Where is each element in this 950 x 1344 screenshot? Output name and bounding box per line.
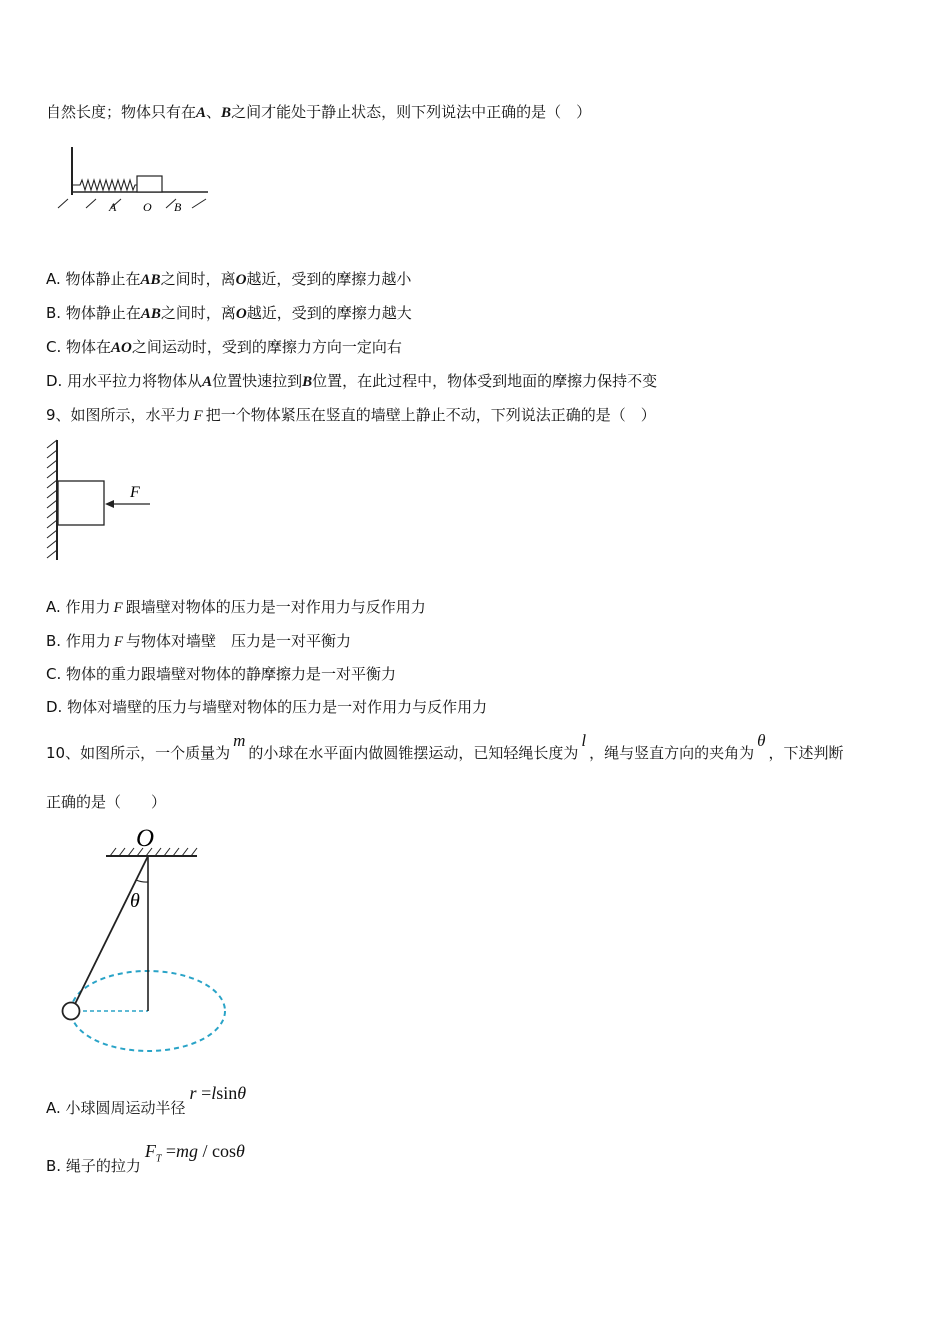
block	[137, 176, 162, 192]
q8-option-d: D. 用水平拉力将物体从A位置快速拉到B位置，在此过程中，物体受到地面的摩擦力保持不变	[46, 372, 658, 390]
angle-arc	[136, 880, 148, 882]
conical-pendulum-figure	[56, 820, 256, 1060]
q9-option-a: A. 作用力 F 跟墙壁对物体的压力是一对作用力与反作用力	[46, 598, 426, 616]
ball	[63, 1003, 80, 1020]
q9-option-b: B. 作用力 F 与物体对墙壁 压力是一对平衡力	[46, 632, 352, 650]
wall-block-figure	[44, 438, 164, 563]
spring-figure	[56, 145, 216, 215]
formula-tension: $F_T =mg / \cos\theta$	[144, 1141, 245, 1165]
q10-stem-line2: 正确的是（ ）	[46, 793, 167, 811]
spring	[73, 180, 137, 190]
pressed-block	[58, 481, 104, 525]
q10-option-a: A. 小球圆周运动半径r =lsinθ	[46, 1083, 247, 1117]
q9-option-d: D. 物体对墙壁的压力与墙壁对物体的压力是一对作用力与反作用力	[46, 698, 488, 716]
q10-option-b: B. 绳子的拉力$F_T =mg / \cos\theta$	[46, 1141, 245, 1175]
wall-hatch	[47, 440, 57, 558]
q8-option-b: B. 物体静止在AB之间时，离O越近，受到的摩擦力越大	[46, 304, 412, 322]
q9-stem: 9、如图所示，水平力 F 把一个物体紧压在竖直的墙壁上静止不动，下列说法正确的是（ ）	[46, 406, 656, 424]
q8-intro: 自然长度；物体只有在A、B之间才能处于静止状态，则下列说法中正确的是（ ）	[46, 103, 592, 121]
string	[75, 856, 148, 1004]
formula-radius: r =lsinθ	[189, 1083, 247, 1103]
label-o: O	[143, 200, 152, 214]
q10-stem: 10、如图所示，一个质量为m的小球在水平面内做圆锥摆运动，已知轻绳长度为l，绳与竖直方向的夹角为θ，下述判断	[46, 731, 844, 762]
ground-hatch	[58, 199, 206, 208]
q8-option-a: A. 物体静止在AB之间时，离O越近，受到的摩擦力越小	[46, 270, 412, 288]
force-arrowhead	[105, 500, 114, 508]
angle-label: θ	[130, 890, 140, 912]
label-a: A	[109, 200, 117, 214]
q9-option-c: C. 物体的重力跟墙壁对物体的静摩擦力是一对平衡力	[46, 665, 397, 683]
label-b: B	[174, 200, 182, 214]
pivot-label: O	[136, 825, 155, 852]
q8-option-c: C. 物体在AO之间运动时，受到的摩擦力方向一定向右	[46, 338, 402, 356]
force-label: F	[130, 484, 140, 501]
